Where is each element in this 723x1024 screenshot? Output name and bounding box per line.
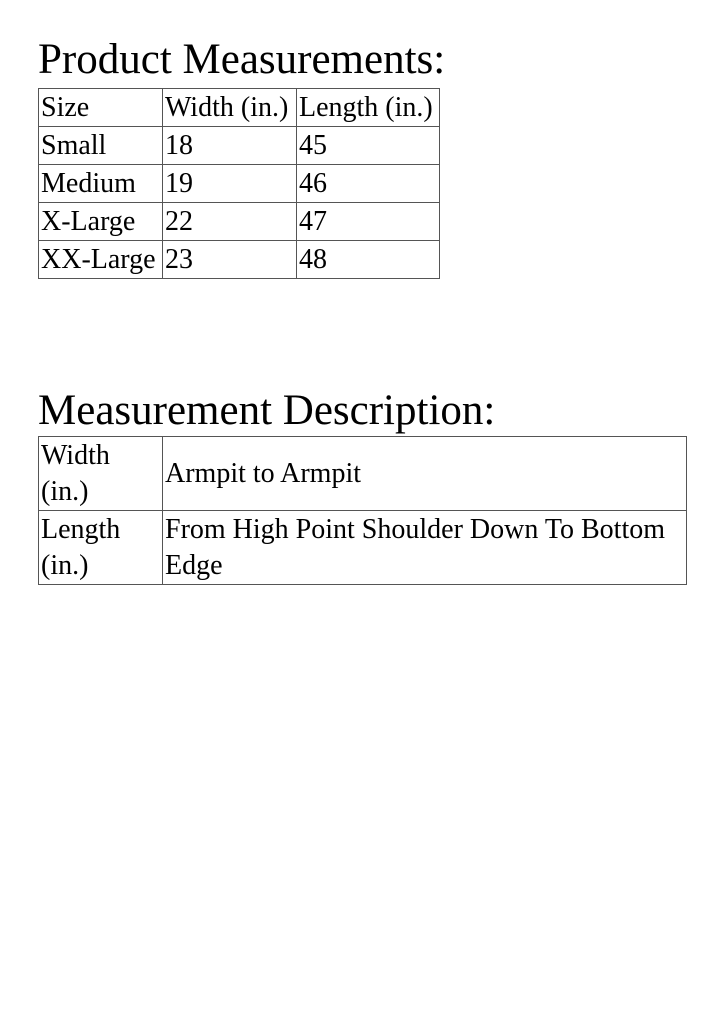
description-table	[38, 436, 687, 585]
header-length: Length (in.)	[297, 89, 440, 127]
table-header-row	[39, 89, 440, 127]
length-cell: 46	[297, 165, 440, 203]
table-row	[39, 241, 440, 279]
header-size: Size	[39, 89, 163, 127]
table-row	[39, 437, 687, 511]
description-text-cell: Armpit to Armpit	[163, 437, 687, 511]
size-cell: X-Large	[39, 203, 163, 241]
width-cell: 23	[163, 241, 297, 279]
width-cell: 19	[163, 165, 297, 203]
description-label-cell: Width (in.)	[39, 437, 163, 511]
description-text-cell: From High Point Shoulder Down To Bottom Edge	[163, 511, 687, 585]
width-cell: 22	[163, 203, 297, 241]
header-width: Width (in.)	[163, 89, 297, 127]
length-cell: 47	[297, 203, 440, 241]
size-cell: Small	[39, 127, 163, 165]
description-label-cell: Length (in.)	[39, 511, 163, 585]
length-cell: 48	[297, 241, 440, 279]
width-cell: 18	[163, 127, 297, 165]
table-row	[39, 511, 687, 585]
size-cell: Medium	[39, 165, 163, 203]
table-row	[39, 203, 440, 241]
size-cell: XX-Large	[39, 241, 163, 279]
measurement-description-title: Measurement Description:	[38, 387, 496, 434]
product-measurements-title: Product Measurements:	[38, 36, 446, 83]
table-row	[39, 127, 440, 165]
length-cell: 45	[297, 127, 440, 165]
measurements-table	[38, 88, 440, 279]
table-row	[39, 165, 440, 203]
